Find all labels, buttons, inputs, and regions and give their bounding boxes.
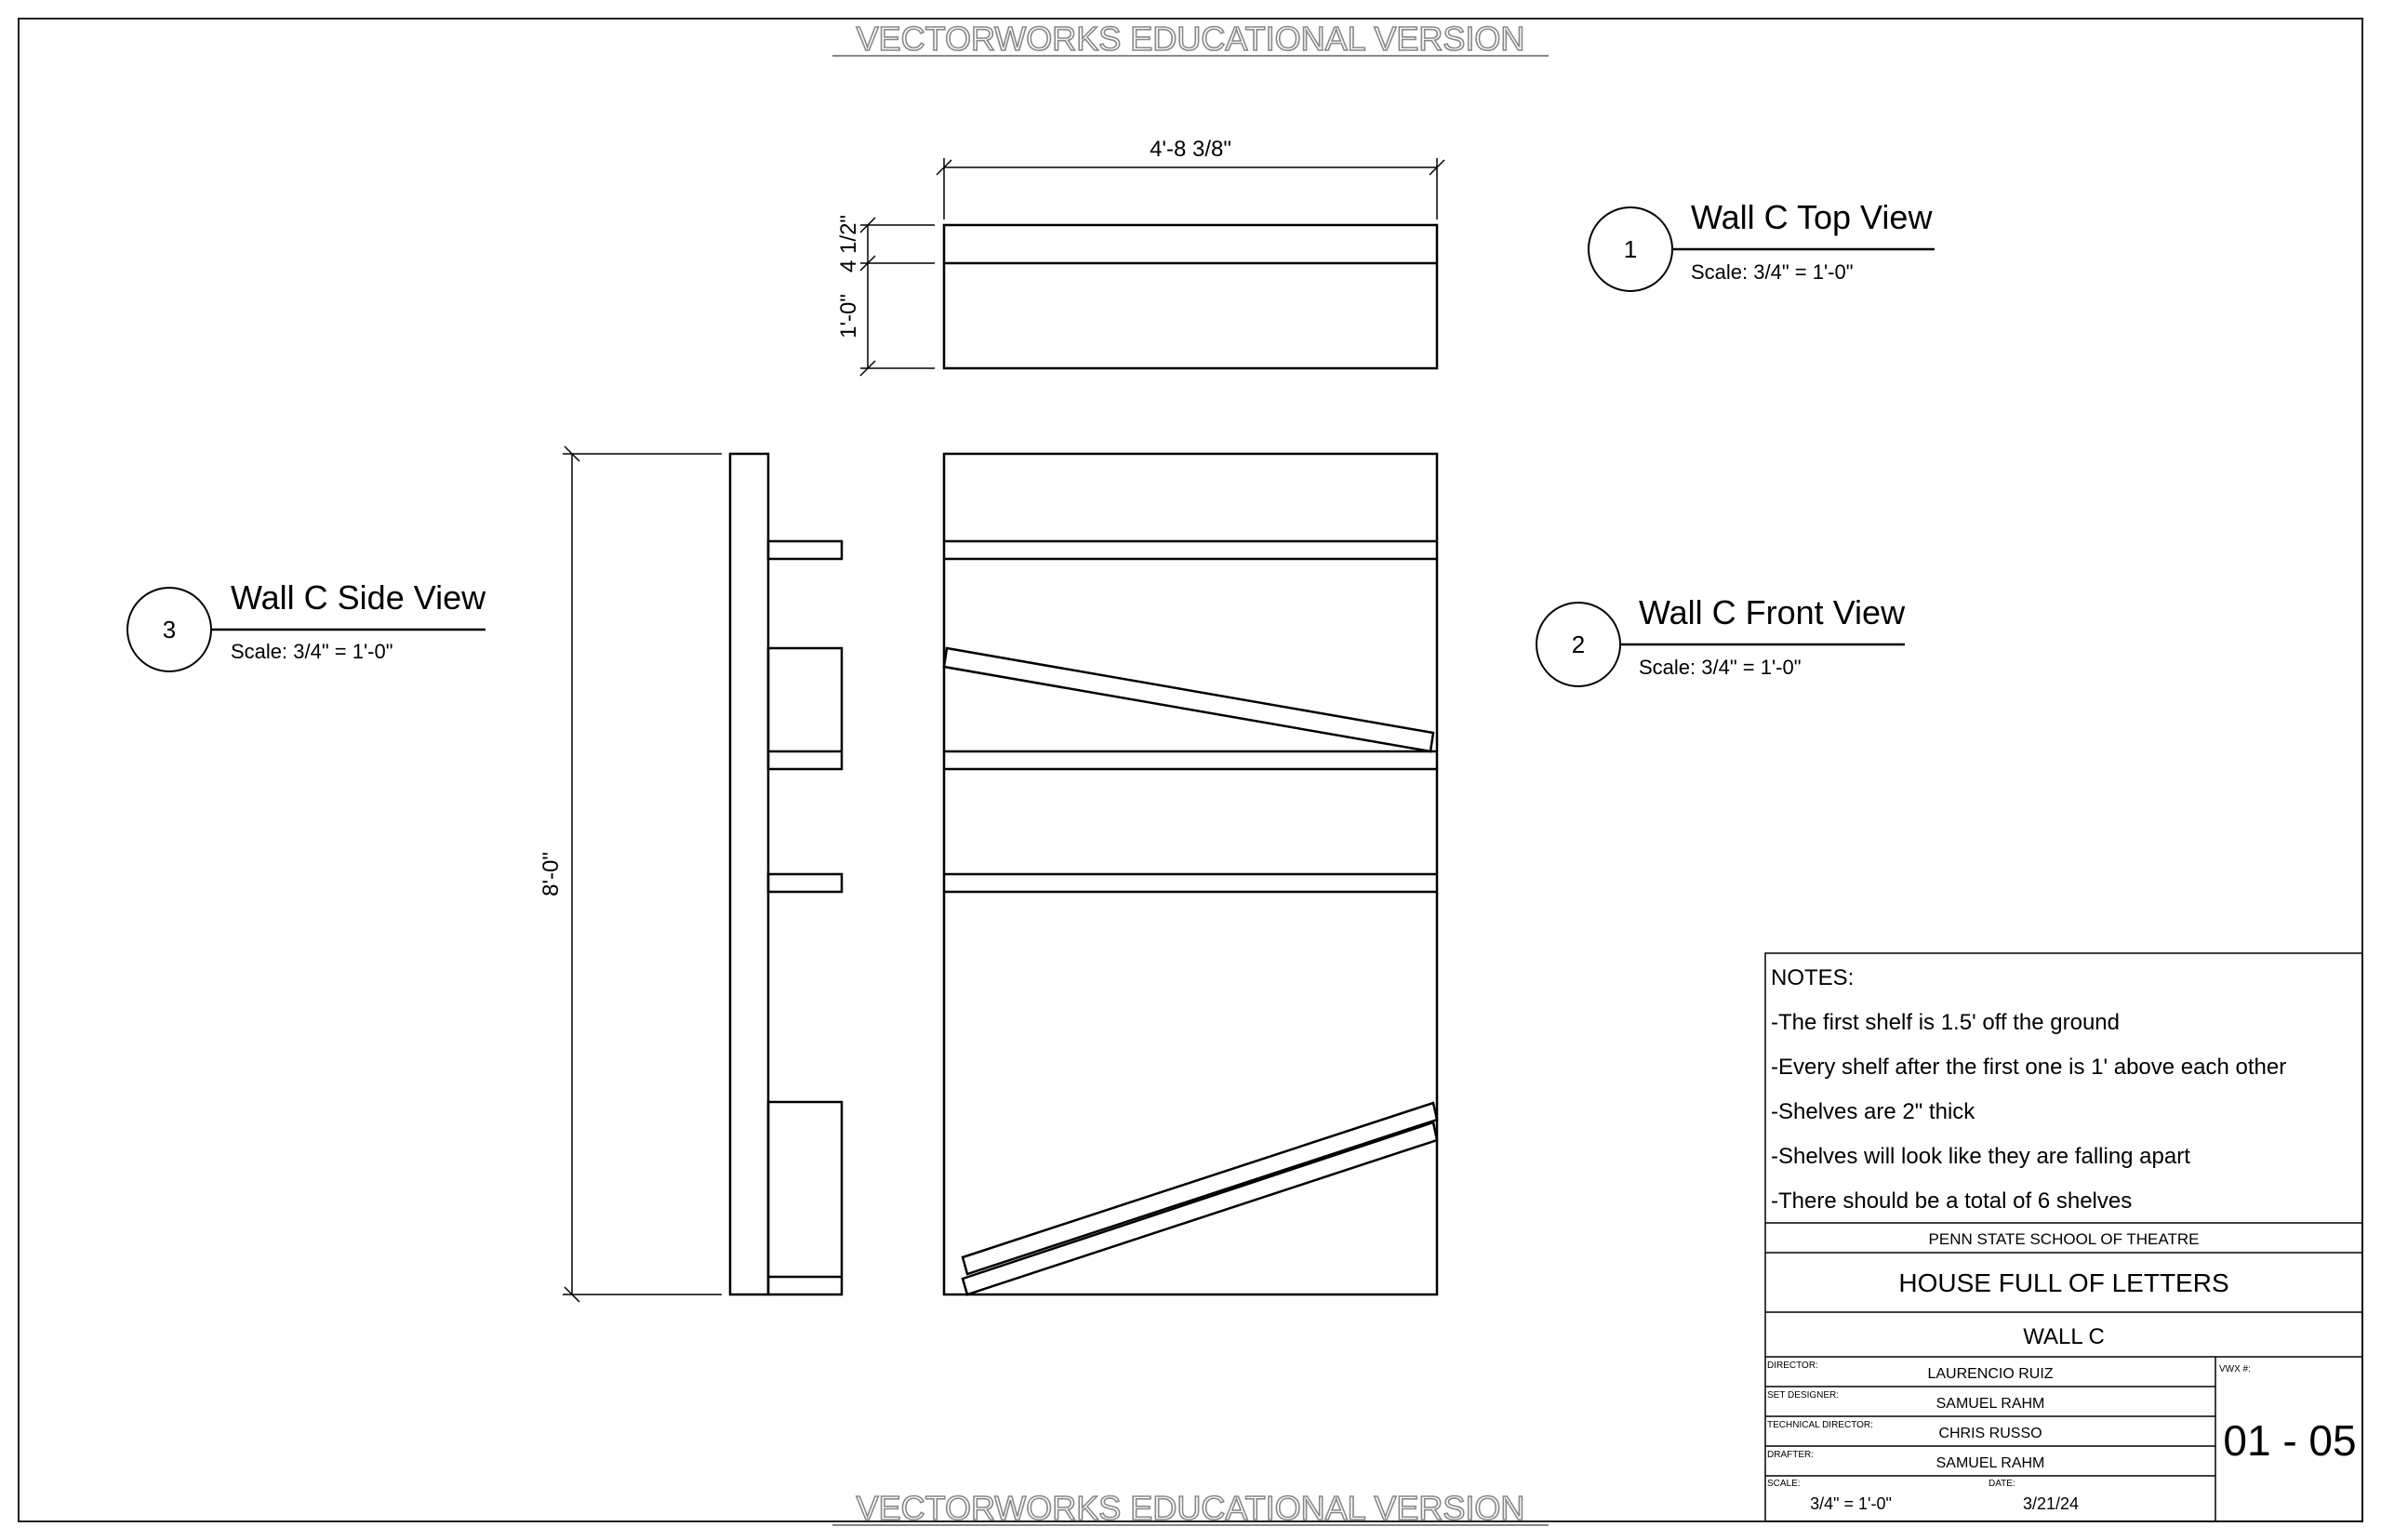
note-item: -There should be a total of 6 shelves — [1771, 1188, 2133, 1214]
side-view-drawing — [730, 454, 842, 1294]
side-view-number: 3 — [162, 616, 177, 644]
width-dimension-label: 4'-8 3/8" — [1150, 137, 1231, 162]
height-dimension — [563, 446, 722, 1302]
note-item: -Shelves will look like they are falling apart — [1771, 1144, 2190, 1169]
wall-depth-label: 1'-0" — [836, 294, 861, 339]
sheet-number: 01 - 05 — [2223, 1416, 2357, 1465]
technical-director-name: CHRIS RUSSO — [1938, 1426, 2042, 1441]
front-view-scale: Scale: 3/4" = 1'-0" — [1639, 656, 1802, 679]
drafter-label: DRAFTER: — [1767, 1450, 1814, 1460]
watermark-top-text: VECTORWORKS EDUCATIONAL VERSION — [856, 20, 1525, 58]
top-view-number: 1 — [1623, 235, 1638, 263]
drawing-title: WALL C — [2023, 1324, 2105, 1349]
front-view-title: Wall C Front View — [1639, 593, 1906, 631]
top-view-scale: Scale: 3/4" = 1'-0" — [1691, 260, 1854, 284]
side-view-scale: Scale: 3/4" = 1'-0" — [231, 640, 393, 663]
watermark-bottom — [832, 1489, 1549, 1527]
front-view-callout — [1536, 593, 1906, 686]
director-label: DIRECTOR: — [1767, 1361, 1818, 1371]
shelf-depth-label: 4 1/2" — [836, 215, 861, 272]
technical-director-label: TECHNICAL DIRECTOR: — [1767, 1420, 1873, 1430]
set-designer-name: SAMUEL RAHM — [1935, 1396, 2045, 1412]
front-view-drawing — [944, 454, 1437, 1294]
date-value: 3/21/24 — [2022, 1494, 2080, 1513]
note-item: -Every shelf after the first one is 1' above each other — [1771, 1055, 2287, 1080]
set-designer-label: SET DESIGNER: — [1767, 1390, 1840, 1401]
top-view-callout — [1589, 198, 1935, 291]
note-item: -Shelves are 2" thick — [1771, 1099, 1975, 1124]
watermark-top — [832, 20, 1549, 58]
front-view-number: 2 — [1571, 631, 1586, 658]
scale-value: 3/4" = 1'-0" — [1810, 1494, 1892, 1513]
watermark-bottom-text: VECTORWORKS EDUCATIONAL VERSION — [856, 1489, 1525, 1527]
top-view-drawing — [944, 225, 1437, 368]
drafter-name: SAMUEL RAHM — [1935, 1455, 2045, 1471]
scale-label: SCALE: — [1767, 1479, 1801, 1489]
side-view-title: Wall C Side View — [231, 578, 486, 617]
date-label: DATE: — [1989, 1479, 2015, 1489]
depth-dimension — [860, 218, 935, 376]
vwx-label: VWX #: — [2219, 1364, 2251, 1374]
width-dimension — [937, 158, 1444, 219]
school-name: PENN STATE SCHOOL OF THEATRE — [1928, 1230, 2200, 1248]
height-dimension-label: 8'-0" — [539, 852, 564, 896]
note-item: -The first shelf is 1.5' off the ground — [1771, 1010, 2120, 1035]
project-title: HOUSE FULL OF LETTERS — [1898, 1268, 2229, 1297]
director-name: LAURENCIO RUIZ — [1927, 1366, 2054, 1382]
side-view-callout — [127, 578, 486, 671]
top-view-title: Wall C Top View — [1691, 198, 1933, 236]
notes — [1771, 965, 2286, 1214]
notes-heading: NOTES: — [1771, 965, 1855, 990]
